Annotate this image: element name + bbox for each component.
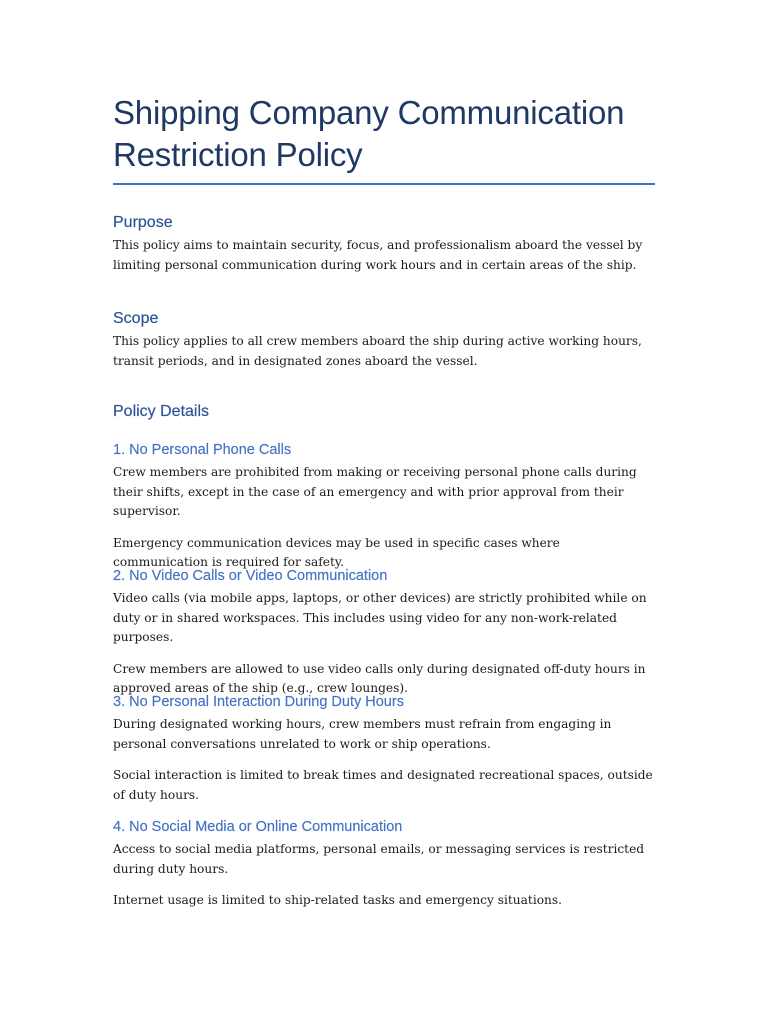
purpose-section — [113, 213, 658, 275]
title-underline — [113, 183, 655, 185]
policy-item-1-heading: 1. No Personal Phone Calls — [113, 442, 292, 458]
policy-item-1-paragraph-1: Crew members are prohibited from making or receiving personal phone calls during their shifts, except in the case of an emergency and with prior approval from their supervisor. — [113, 465, 637, 519]
policy-item-4 — [113, 818, 658, 911]
policy-item-4-paragraph-2: Internet usage is limited to ship-related tasks and emergency situations. — [113, 893, 563, 908]
policy-item-4-paragraph-1: Access to social media platforms, personal emails, or messaging services is restricted during duty hours. — [113, 842, 645, 876]
policy-item-2-paragraph-2: Crew members are allowed to use video calls only during designated off-duty hours in approved areas of the ship (e.g., crew lounges). — [113, 661, 646, 696]
policy-item-4-heading: 4. No Social Media or Online Communication — [113, 819, 403, 835]
policy-details-heading: Policy Details — [113, 403, 210, 420]
policy-item-1 — [113, 441, 658, 573]
purpose-text: This policy aims to maintain security, focus, and professionalism aboard the vessel by limiting personal communication during work hours and in certain areas of the ship. — [113, 238, 643, 272]
policy-item-1-paragraph-2: Emergency communication devices may be used in specific cases where communication is required for safety. — [113, 535, 560, 570]
policy-item-2-heading: 2. No Video Calls or Video Communication — [113, 568, 388, 584]
policy-item-3-paragraph-1: During designated working hours, crew members must refrain from engaging in personal conversations unrelated to work or ship operations. — [113, 717, 612, 751]
scope-heading: Scope — [113, 310, 159, 327]
policy-item-3 — [113, 693, 658, 805]
policy-item-2-paragraph-1: Video calls (via mobile apps, laptops, or other devices) are strictly prohibited while on duty or in shared workspaces. This includes using video for any non-work-related purposes. — [113, 591, 647, 645]
policy-item-3-heading: 3. No Personal Interaction During Duty Hours — [113, 694, 404, 710]
policy-details-section — [113, 402, 658, 422]
title-line-1: Shipping Company Communication — [113, 94, 625, 131]
title-line-2: Restriction Policy — [113, 136, 363, 173]
scope-section — [113, 309, 658, 371]
scope-text: This policy applies to all crew members aboard the ship during active working hours, transit periods, and in designated zones aboard the vessel. — [113, 334, 642, 368]
policy-item-2 — [113, 567, 658, 699]
document-title — [113, 92, 658, 185]
purpose-heading: Purpose — [113, 214, 173, 231]
policy-item-3-paragraph-2: Social interaction is limited to break times and designated recreational spaces, outside of duty hours. — [113, 768, 653, 802]
